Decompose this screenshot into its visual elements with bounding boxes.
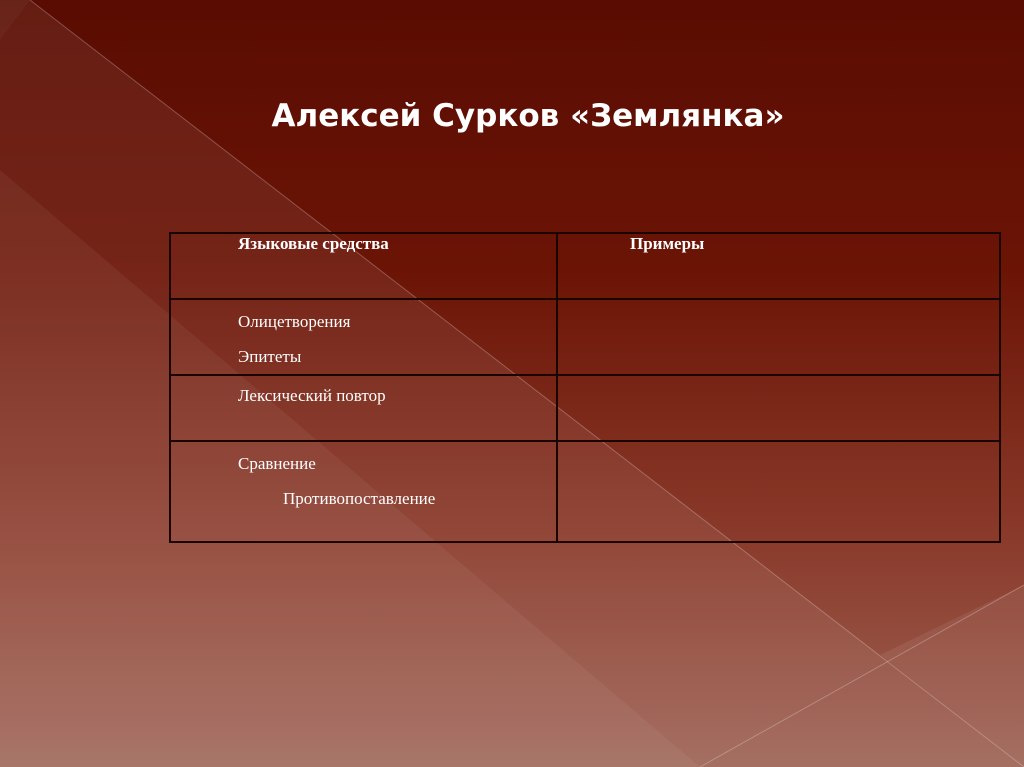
means-item: Эпитеты xyxy=(238,347,302,366)
means-cell xyxy=(170,441,557,542)
table-header-row xyxy=(170,233,1000,299)
table-row xyxy=(170,299,1000,375)
means-cell xyxy=(170,299,557,375)
means-item: Лексический повтор xyxy=(238,386,386,405)
table-row xyxy=(170,441,1000,542)
means-item: Сравнение xyxy=(238,454,316,473)
examples-cell xyxy=(557,375,1000,441)
examples-cell xyxy=(557,299,1000,375)
examples-cell xyxy=(557,441,1000,542)
header-means: Языковые средства xyxy=(170,233,557,299)
slide-title: Алексей Сурков «Землянка» xyxy=(271,98,785,134)
means-cell xyxy=(170,375,557,441)
means-item: Противопоставление xyxy=(283,489,436,508)
header-examples: Примеры xyxy=(557,233,1000,299)
language-means-table xyxy=(169,232,1001,543)
means-item: Олицетворения xyxy=(238,312,351,331)
table-row xyxy=(170,375,1000,441)
